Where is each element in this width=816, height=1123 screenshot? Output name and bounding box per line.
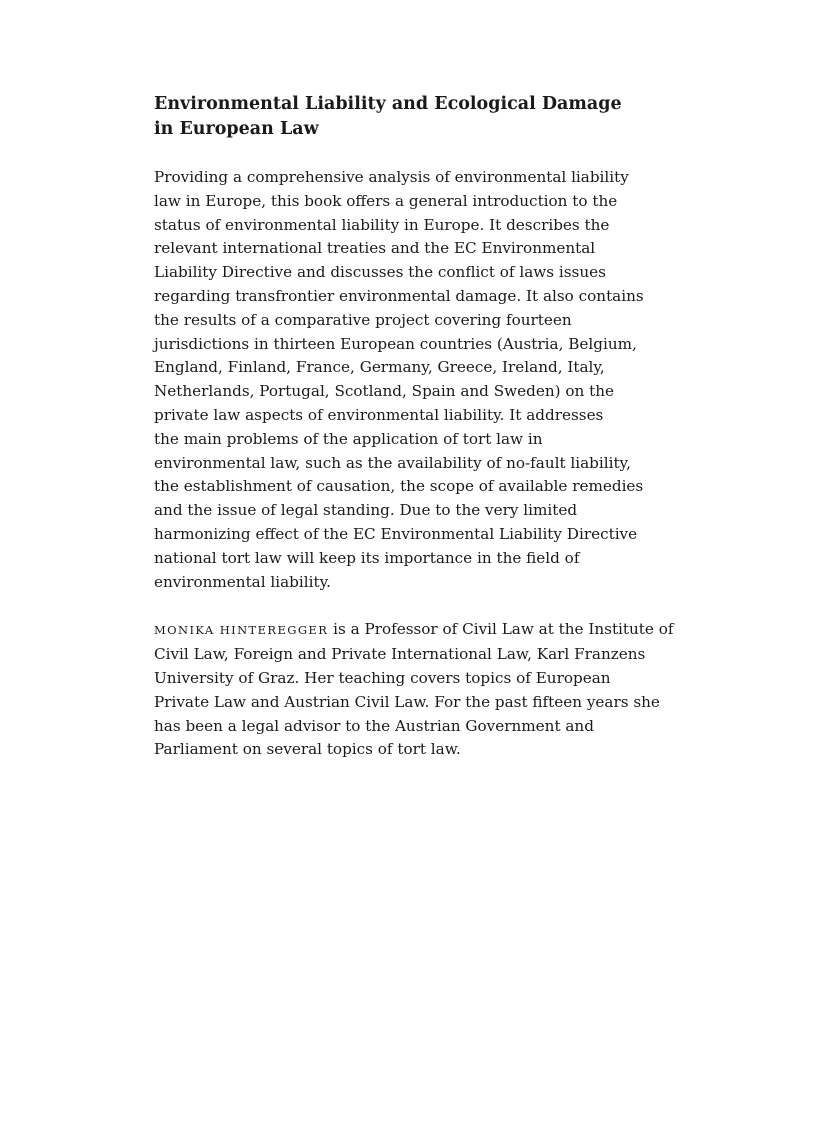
bio-line: University of Graz. Her teaching covers topics of European xyxy=(154,668,611,687)
bio-first-line-text: is a Professor of Civil Law at the Institute of xyxy=(328,620,674,639)
book-title-line-2: in European Law xyxy=(154,119,319,139)
description-line: relevant international treaties and the EC Environmental xyxy=(154,239,596,258)
description-line: the results of a comparative project covering fourteen xyxy=(154,310,572,329)
description-line: the establishment of causation, the scope of available remedies xyxy=(154,477,644,496)
description-line: status of environmental liability in Europe. It describes the xyxy=(154,215,610,234)
author-name: MONIKA HINTEREGGER xyxy=(154,623,329,638)
bio-line: has been a legal advisor to the Austrian Government and xyxy=(154,716,594,735)
description-line: Liability Directive and discusses the conflict of laws issues xyxy=(154,263,606,282)
bio-line: Private Law and Austrian Civil Law. For the past fifteen years she xyxy=(154,692,660,711)
description-line: harmonizing effect of the EC Environmental Liability Directive xyxy=(154,524,638,543)
description-line: Netherlands, Portugal, Scotland, Spain and Sweden) on the xyxy=(154,382,614,401)
description-line: environmental law, such as the availability of no-fault liability, xyxy=(154,453,631,472)
bio-line xyxy=(154,618,694,643)
description-line: law in Europe, this book offers a general introduction to the xyxy=(154,191,618,210)
bio-line: Civil Law, Foreign and Private International Law, Karl Franzens xyxy=(154,645,646,664)
description-line: England, Finland, France, Germany, Greece, Ireland, Italy, xyxy=(154,358,605,377)
description-line: national tort law will keep its importance in the field of xyxy=(154,548,580,567)
description-line: and the issue of legal standing. Due to the very limited xyxy=(154,501,578,520)
description-line: private law aspects of environmental liability. It addresses xyxy=(154,405,604,424)
book-title-line-1: Environmental Liability and Ecological Damage xyxy=(154,94,622,114)
author-bio xyxy=(154,618,694,762)
book-description xyxy=(154,166,694,594)
book-title xyxy=(154,92,694,142)
book-blurb-page xyxy=(154,92,694,762)
bio-line: Parliament on several topics of tort law. xyxy=(154,740,461,759)
description-line: the main problems of the application of tort law in xyxy=(154,429,543,448)
description-line: environmental liability. xyxy=(154,572,331,591)
description-line: Providing a comprehensive analysis of environmental liability xyxy=(154,168,629,186)
description-line: regarding transfrontier environmental damage. It also contains xyxy=(154,286,644,305)
description-line: jurisdictions in thirteen European countries (Austria, Belgium, xyxy=(154,334,637,353)
